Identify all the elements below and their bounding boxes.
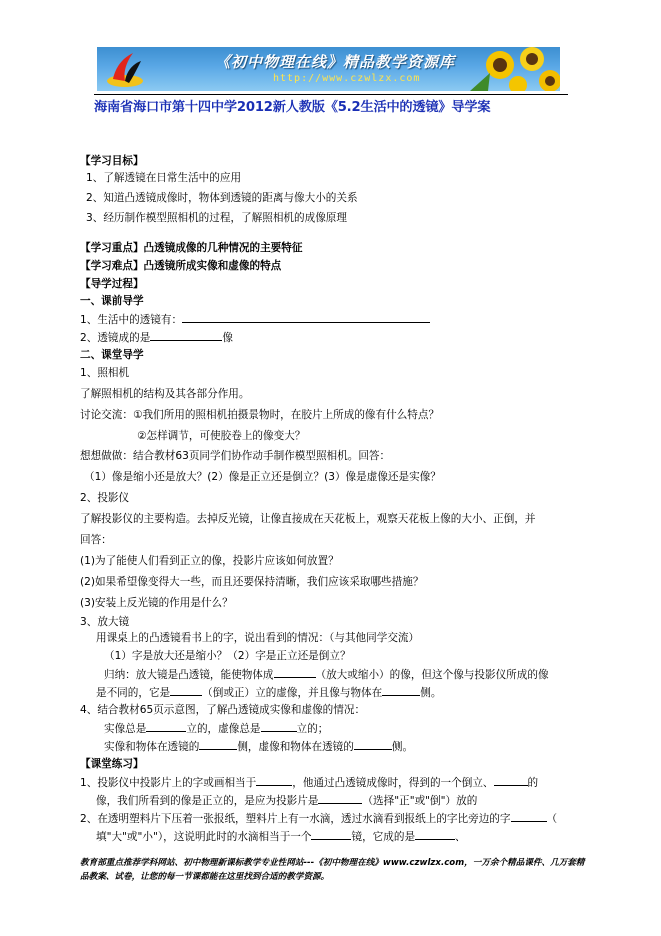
summary-text bbox=[104, 666, 549, 682]
question-text bbox=[80, 329, 233, 345]
question-text: (1)为了能使人们看到正立的像，投影片应该如何放置？ bbox=[80, 555, 339, 567]
subsection-heading: 一、课前导学 bbox=[80, 295, 144, 307]
exercise-label: 像，我们所看到的像是正立的，是应为投影片是 bbox=[96, 795, 319, 807]
question-label: 1、生活中的透镜有： bbox=[80, 314, 183, 326]
goal-item: 1、了解透镜在日常生活中的应用 bbox=[86, 172, 242, 184]
exercise-continuation: ，他通过凸透镜成像时，得到的一个倒立、 bbox=[292, 777, 494, 789]
exercise-label: 填"大"或"小"），这说明此时的水滴相当于一个 bbox=[96, 831, 312, 843]
topic-heading: 4、结合教材65页示意图，了解凸透镜成实像和虚像的情况： bbox=[80, 704, 366, 716]
answer-blank[interactable] bbox=[150, 329, 222, 341]
exercise-text bbox=[80, 810, 557, 826]
topic-heading: 3、放大镜 bbox=[80, 616, 130, 628]
answer-blank[interactable] bbox=[494, 774, 528, 786]
answer-blank[interactable] bbox=[199, 738, 237, 750]
topic-heading: 1、照相机 bbox=[80, 367, 130, 379]
fill-suffix: 侧。 bbox=[391, 741, 414, 753]
exercise-text bbox=[96, 792, 477, 808]
answer-blank[interactable] bbox=[256, 774, 292, 786]
site-logo-icon bbox=[103, 49, 147, 89]
question-text: (3)安装上反光镜的作用是什么？ bbox=[80, 597, 233, 609]
exercise-label: 1、投影仪中投影片上的字或画相当于 bbox=[80, 777, 257, 789]
summary-label: 归纳：放大镜是凸透镜，能使物体成 bbox=[104, 669, 274, 681]
question-suffix: 像 bbox=[222, 332, 233, 344]
question-text bbox=[80, 311, 430, 327]
section-heading: 【学习目标】 bbox=[80, 155, 144, 167]
answer-blank[interactable] bbox=[318, 792, 362, 804]
body-text: 了解投影仪的主要构造。去掉反光镜，让像直接成在天花板上，观察天花板上像的大小、正倒，并 bbox=[80, 513, 536, 525]
goal-item: 3、经历制作模型照相机的过程，了解照相机的成像原理 bbox=[86, 212, 347, 224]
goal-item: 2、知道凸透镜成像时，物体到透镜的距离与像大小的关系 bbox=[86, 192, 358, 204]
discussion-text: 讨论交流：①我们所用的照相机拍摄景物时，在胶片上所成的像有什么特点？ bbox=[80, 409, 440, 421]
document-title: 海南省海口市第十四中学2012新人教版《5.2生活中的透镜》导学案 bbox=[94, 100, 491, 115]
body-text: 用课桌上的凸透镜看书上的字，说出看到的情况：（与其他同学交流） bbox=[96, 632, 420, 644]
exercise-continuation: 镜，它成的是 bbox=[351, 831, 416, 843]
exercise-suffix: （ bbox=[546, 813, 558, 825]
section-heading: 【导学过程】 bbox=[80, 278, 144, 290]
exercise-text bbox=[96, 828, 466, 844]
exercise-suffix: 、 bbox=[455, 831, 466, 843]
summary-text bbox=[96, 684, 441, 700]
activity-text: 想想做做：结合教材63页同学们协作动手制作模型照相机。回答： bbox=[80, 450, 391, 462]
body-text: 回答： bbox=[80, 534, 112, 546]
question-label: 2、透镜成的是 bbox=[80, 332, 151, 344]
fill-label: 实像和物体在透镜的 bbox=[104, 741, 200, 753]
fill-label: 立的，虚像总是 bbox=[186, 723, 261, 735]
topic-heading: 2、投影仪 bbox=[80, 492, 130, 504]
banner-url[interactable]: http://www.czwlzx.com bbox=[273, 73, 421, 84]
answer-blank[interactable] bbox=[382, 684, 420, 696]
answer-blank[interactable] bbox=[261, 720, 297, 732]
answer-blank[interactable] bbox=[274, 666, 316, 678]
header-banner bbox=[97, 47, 560, 91]
body-text: （1）字是放大还是缩小？（2）字是正立还是倒立？ bbox=[104, 650, 351, 662]
discussion-text: ②怎样调节，可使胶卷上的像变大？ bbox=[137, 430, 306, 442]
activity-questions: （1）像是缩小还是放大？(2）像是正立还是倒立？(3）像是虚像还是实像？ bbox=[84, 471, 441, 483]
page-footer: 教育部重点推荐学科网站、初中物理新课标教学专业性网站---《初中物理在线》www.czwlzx.com，一万余个精品课件、几万套精品教案、试卷，让您的每一节课都能在这里找到合适的教学资源。 bbox=[80, 858, 585, 882]
question-text: (2)如果希望像变得大一些，而且还要保持清晰，我们应该采取哪些措施？ bbox=[80, 576, 424, 588]
fill-label: 实像总是 bbox=[104, 723, 147, 735]
banner-title: 《初中物理在线》精品教学资源库 bbox=[215, 53, 456, 71]
title-divider bbox=[94, 94, 568, 95]
answer-blank[interactable] bbox=[311, 828, 351, 840]
exercise-suffix: （选择"正"或"倒"）放的 bbox=[362, 795, 478, 807]
body-text: 了解照相机的结构及其各部分作用。 bbox=[80, 388, 250, 400]
answer-blank[interactable] bbox=[415, 828, 455, 840]
exercise-text bbox=[80, 774, 538, 790]
difficult-point: 【学习难点】凸透镜所成实像和虚像的特点 bbox=[80, 260, 282, 272]
summary-continuation: （放大或缩小）的像，但这个像与投影仪所成的像 bbox=[315, 669, 549, 681]
summary-label: 是不同的，它是 bbox=[96, 687, 171, 699]
answer-blank[interactable] bbox=[170, 684, 202, 696]
subsection-heading: 二、课堂导学 bbox=[80, 349, 144, 361]
answer-blank[interactable] bbox=[511, 810, 547, 822]
fill-in-text bbox=[104, 720, 328, 736]
fill-in-text bbox=[104, 738, 413, 754]
sunflower-image bbox=[430, 47, 560, 91]
section-heading: 【课堂练习】 bbox=[80, 758, 144, 770]
answer-blank[interactable] bbox=[182, 311, 430, 323]
summary-suffix: 侧。 bbox=[420, 687, 442, 699]
key-point: 【学习重点】凸透镜成像的几种情况的主要特征 bbox=[80, 242, 303, 254]
fill-label: 侧，虚像和物体在透镜的 bbox=[237, 741, 354, 753]
fill-suffix: 立的； bbox=[296, 723, 329, 735]
exercise-label: 2、在透明塑料片下压着一张报纸，塑料片上有一水滴，透过水滴看到报纸上的字比旁边的字 bbox=[80, 813, 511, 825]
exercise-suffix: 的 bbox=[527, 777, 539, 789]
summary-continuation: （倒或正）立的虚像，并且像与物体在 bbox=[202, 687, 383, 699]
answer-blank[interactable] bbox=[146, 720, 186, 732]
answer-blank[interactable] bbox=[354, 738, 392, 750]
